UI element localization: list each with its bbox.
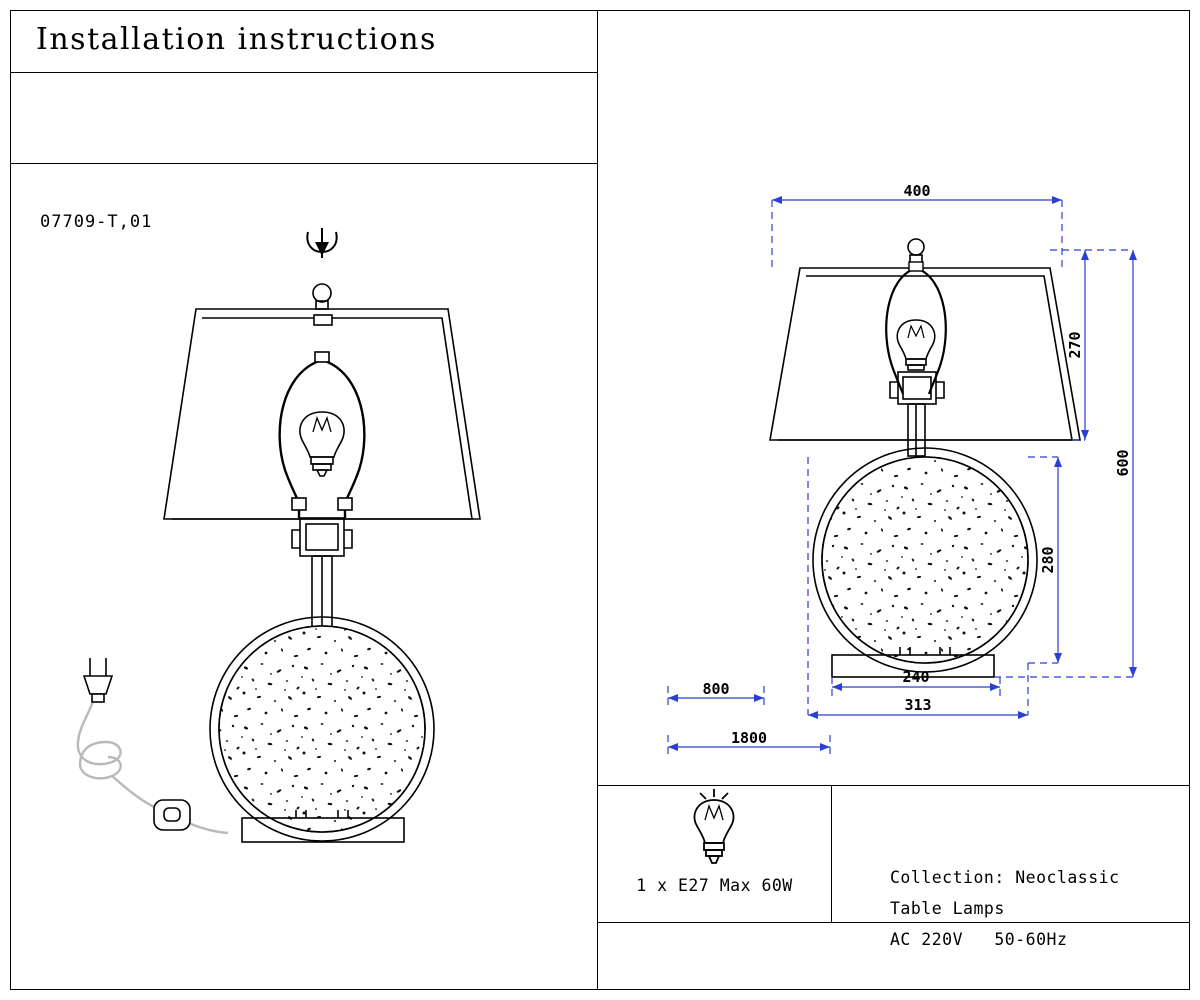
light-bulb-icon (694, 789, 733, 863)
model-code: 07709-T,01 (40, 212, 153, 232)
spec-collection: Collection: Neoclassic (890, 868, 1120, 887)
round-stone-body (210, 617, 434, 841)
harp (886, 262, 946, 394)
socket (890, 372, 944, 404)
page-title: Installation instructions (36, 22, 437, 57)
spec-category: Table Lamps (890, 899, 1005, 918)
label-cord-total: 1800 (730, 729, 768, 747)
inline-switch (154, 800, 190, 830)
lampshade (164, 309, 480, 519)
finial (908, 239, 924, 263)
spec-voltage: AC 220V 50-60Hz (890, 930, 1068, 949)
label-total-height: 600 (1114, 449, 1132, 477)
bulb (300, 412, 344, 476)
label-base-width: 240 (902, 668, 930, 686)
label-body-diameter: 280 (1039, 546, 1057, 574)
power-cord (78, 690, 228, 833)
finial (313, 284, 331, 309)
right-dimensioned-view (770, 239, 1080, 677)
label-base-depth: 313 (904, 696, 932, 714)
socket (292, 518, 352, 556)
label-shade-height: 270 (1066, 331, 1084, 359)
round-stone-body (813, 448, 1037, 672)
dim-shade-width (772, 196, 1062, 268)
harp (280, 352, 365, 518)
plug (84, 658, 112, 702)
rotate-arrow-icon (307, 228, 336, 258)
label-shade-width: 400 (903, 182, 931, 200)
label-cord-to-switch: 800 (702, 680, 730, 698)
bulb-caption: 1 x E27 Max 60W (636, 876, 793, 895)
stem (312, 556, 332, 632)
left-assembly-view (78, 228, 480, 842)
bulb (897, 320, 934, 370)
